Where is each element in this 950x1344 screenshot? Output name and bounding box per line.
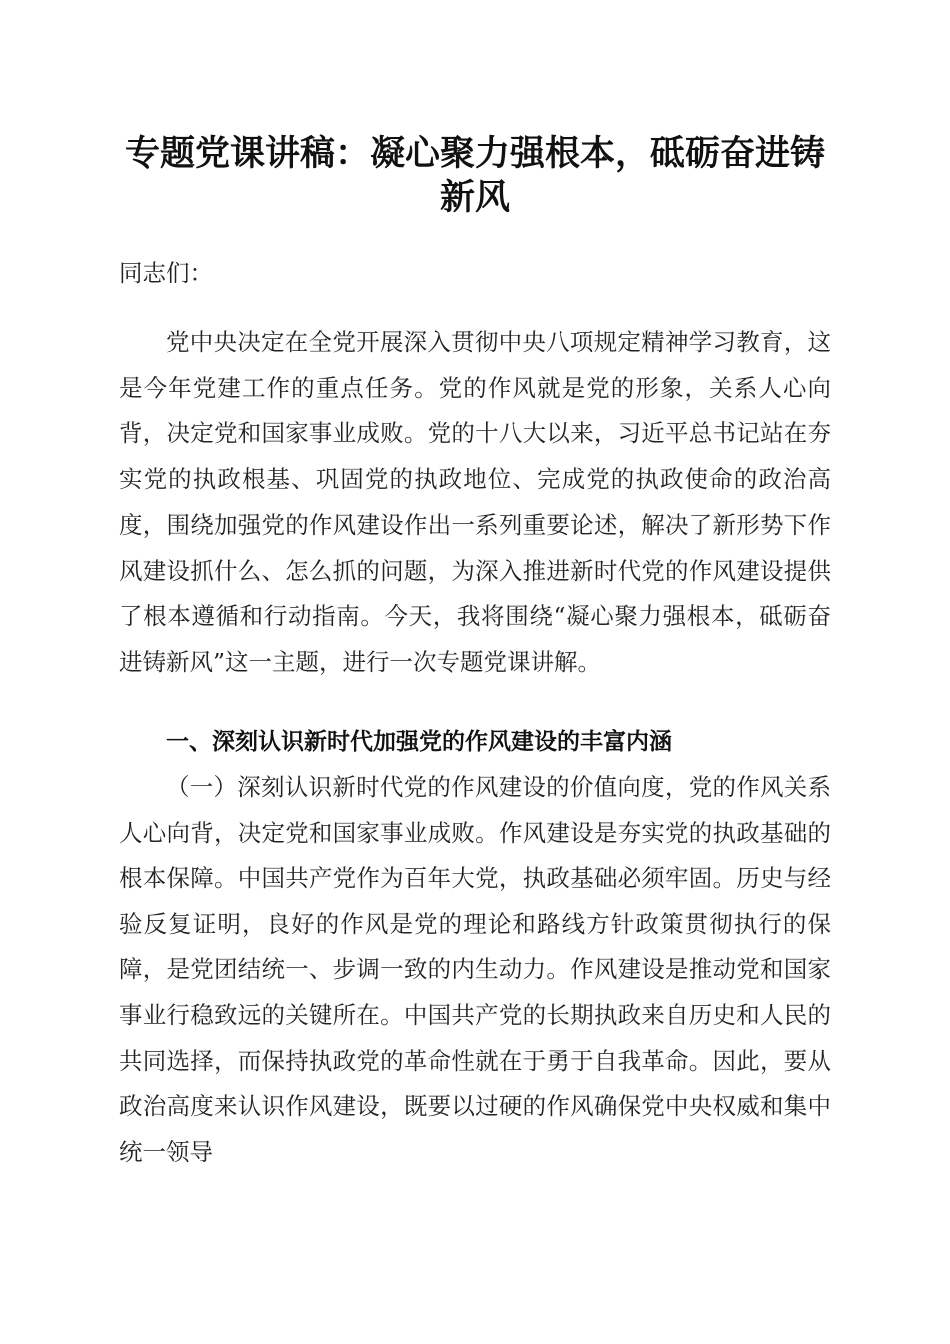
section-heading-1: 一、深刻认识新时代加强党的作风建设的丰富内涵 bbox=[166, 729, 672, 755]
document-title bbox=[100, 132, 850, 220]
greeting: 同志们： bbox=[119, 259, 213, 287]
section-1-paragraph-1: （一）深刻认识新时代党的作风建设的价值向度，党的作风关系人心向背，决定党和国家事业成败。作风建设是夯实党的执政基础的根本保障。中国共产党作为百年大党，执政基础必须牢固。历史与经验反复证明，良好的作风是党的理论和路线方针政策贯彻执行的保障，是党团结统一、步调一致的内生动力。作风建设是推动党和国家事业行稳致远的关键所在。中国共产党的长期执政来自历史和人民的共同选择，而保持执政党的革命性就在于勇于自我革命。因此，要从政治高度来认识作风建设，既要以过硬的作风确保党中央权威和集中统一领导 bbox=[119, 773, 831, 1166]
title-line-2: 新风 bbox=[439, 178, 510, 218]
title-line-1: 专题党课讲稿：凝心聚力强根本，砥砺奋进铸 bbox=[124, 134, 825, 174]
intro-paragraph: 党中央决定在全党开展深入贯彻中央八项规定精神学习教育，这是今年党建工作的重点任务。党的作风就是党的形象，关系人心向背，决定党和国家事业成败。党的十八大以来，习近平总书记站在夯实党的执政根基、巩固党的执政地位、完成党的执政使命的政治高度，围绕加强党的作风建设作出一系列重要论述，解决了新形势下作风建设抓什么、怎么抓的问题，为深入推进新时代党的作风建设提供了根本遵循和行动指南。今天，我将围绕“凝心聚力强根本，砥砺奋进铸新风”这一主题，进行一次专题党课讲解。 bbox=[119, 328, 831, 676]
